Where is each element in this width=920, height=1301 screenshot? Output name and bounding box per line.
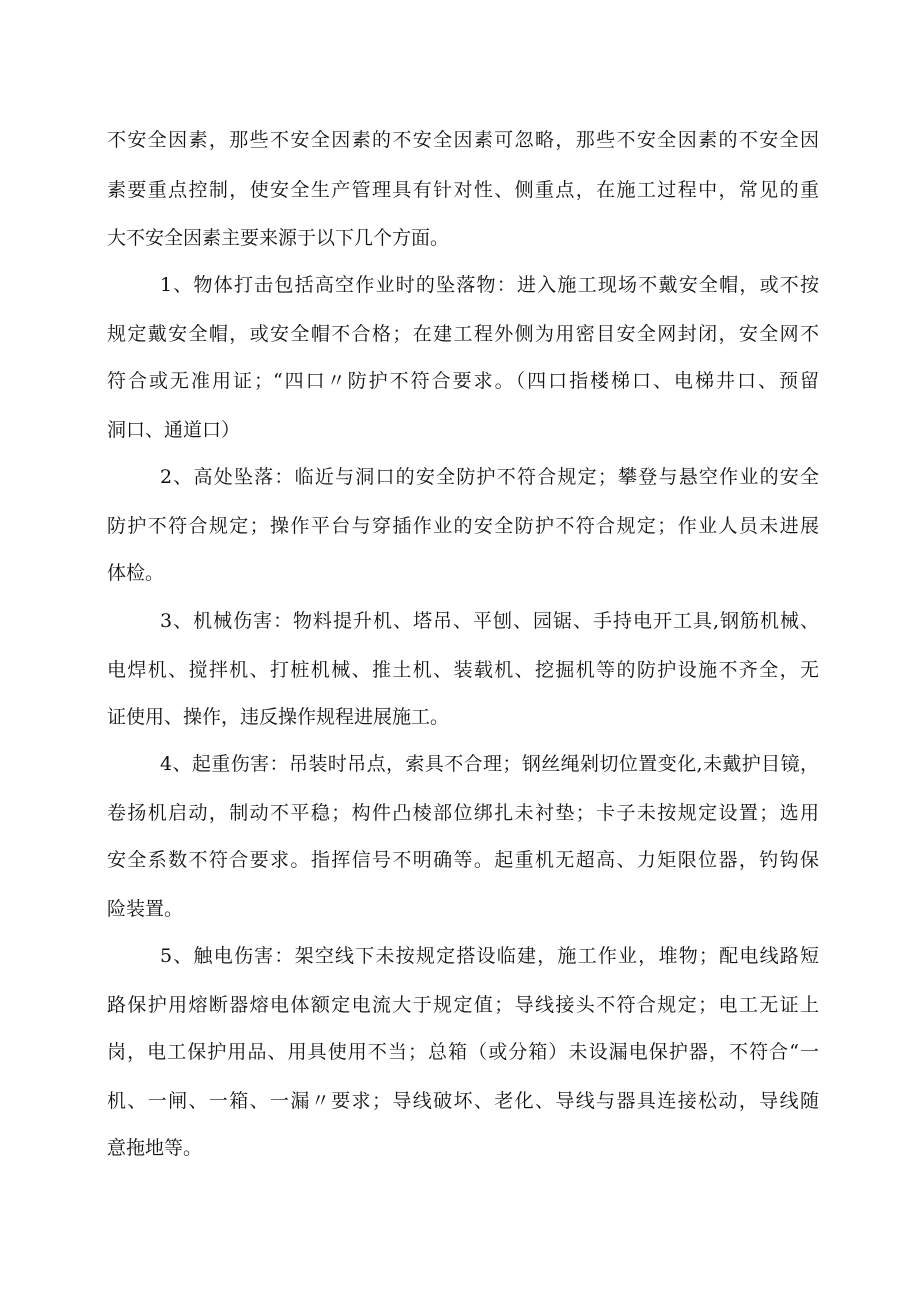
item-3-line-1: 3、机械伤害：物料提升机、塔吊、平刨、园锯、手持电开工具,钢筋机械、: [160, 610, 819, 632]
intro-line-2: 素要重点控制，使安全生产管理具有针对性、侧重点，在施工过程中，常见的重: [107, 179, 819, 201]
item-5-line-5: 意拖地等。: [107, 1137, 203, 1159]
item-3-line-3: 证使用、操作，违反操作规程进展施工。: [107, 706, 450, 728]
item-2-line-2: 防护不符合规定；操作平台与穿插作业的安全防护不符合规定；作业人员未进展: [107, 515, 819, 537]
item-1-line-4: 洞口、通道口）: [107, 419, 241, 441]
item-5-line-4: 机、一闸、一箱、一漏〃要求；导线破坏、老化、导线与器具连接松动，导线随: [107, 1090, 819, 1112]
item-5-line-3: 岗，电工保护用品、用具使用不当；总箱（或分箱）未设漏电保护器，不符合“一: [107, 1041, 819, 1063]
item-2-line-3: 体检。: [107, 562, 165, 584]
item-3-line-2: 电焊机、搅拌机、打桩机械、推土机、装载机、挖掘机等的防护设施不齐全，无: [107, 659, 819, 681]
item-1-line-2: 规定戴安全帽，或安全帽不合格；在建工程外侧为用密目安全网封闭，安全网不: [107, 323, 819, 345]
item-4-line-1: 4、起重伤害：吊装时吊点，索具不合理；钢丝绳剁切位置变化,未戴护目镜，: [160, 753, 819, 775]
item-4-line-3: 安全系数不符合要求。指挥信号不明确等。起重机无超高、力矩限位器，钓钩保: [107, 849, 819, 871]
item-4-line-2: 卷扬机启动，制动不平稳；构件凸棱部位绑扎未衬垫；卡子未按规定设置；选用: [107, 802, 819, 824]
item-1-line-1: 1、物体打击包括高空作业时的坠落物：进入施工现场不戴安全帽，或不按: [160, 274, 819, 296]
item-4-line-4: 险装置。: [107, 898, 184, 920]
item-5-line-2: 路保护用熔断器熔电体额定电流大于规定值；导线接头不符合规定；电工无证上: [107, 994, 819, 1016]
intro-line-1: 不安全因素，那些不安全因素的不安全因素可忽略，那些不安全因素的不安全因: [107, 129, 819, 151]
item-5-line-1: 5、触电伤害：架空线下未按规定搭设临建，施工作业，堆物；配电线路短: [160, 945, 819, 967]
item-1-line-3: 符合或无准用证；“四口〃防护不符合要求。（四口指楼梯口、电梯井口、预留: [107, 370, 819, 392]
intro-line-3: 大不安全因素主要来源于以下几个方面。: [107, 227, 450, 249]
item-2-line-1: 2、高处坠落：临近与洞口的安全防护不符合规定；攀登与悬空作业的安全: [160, 466, 819, 488]
